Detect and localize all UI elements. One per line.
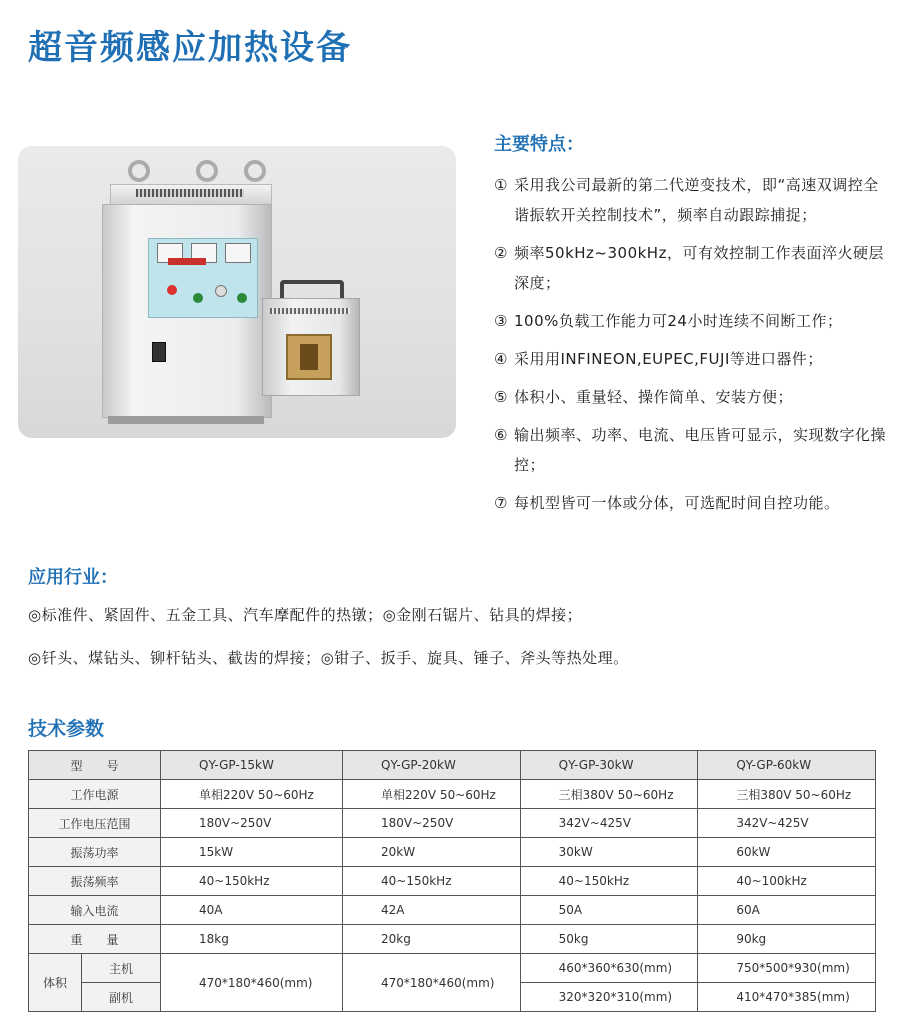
- table-cell: 60kW: [698, 838, 876, 867]
- row-label: 重 量: [29, 925, 161, 954]
- application-line: ◎标准件、紧固件、五金工具、汽车摩配件的热镦；◎金刚石锯片、钻具的焊接；: [28, 606, 583, 624]
- feature-number: ②: [494, 244, 508, 262]
- feature-item: [494, 488, 892, 518]
- row-label: 工作电源: [29, 780, 161, 809]
- meter-icon: [225, 243, 251, 263]
- feature-text: 体积小、重量轻、操作简单、安装方便；: [514, 388, 794, 406]
- product-photo: [18, 146, 456, 438]
- model-cell: QY-GP-60kW: [698, 751, 876, 780]
- table-row: [29, 867, 876, 896]
- feature-text: 每机型皆可一体或分体，可选配时间自控功能。: [514, 494, 840, 512]
- table-cell: 410*470*385(mm): [698, 983, 876, 1012]
- table-row: [29, 838, 876, 867]
- table-cell: 40A: [161, 896, 343, 925]
- row-label: 振荡频率: [29, 867, 161, 896]
- feature-text: 输出频率、功率、电流、电压皆可显示，实现数字化操控；: [514, 426, 887, 474]
- features-title: 主要特点：: [494, 134, 584, 155]
- lifting-ring-icon: [196, 160, 218, 182]
- tech-title: 技术参数: [28, 718, 105, 740]
- feature-item: [494, 382, 892, 412]
- table-cell: 三相380V 50~60Hz: [698, 780, 876, 809]
- table-cell: 50A: [520, 896, 698, 925]
- table-row: [29, 809, 876, 838]
- table-header-row: [29, 751, 876, 780]
- feature-item: [494, 306, 892, 336]
- application-title: 应用行业：: [28, 567, 118, 588]
- feature-number: ③: [494, 312, 508, 330]
- table-row: [29, 925, 876, 954]
- spec-table: [28, 750, 876, 1012]
- volume-label: 体积: [29, 954, 82, 1012]
- table-cell: 单相220V 50~60Hz: [161, 780, 343, 809]
- main-unit-label: 主机: [82, 954, 161, 983]
- header-label: 型 号: [29, 751, 161, 780]
- row-label: 工作电压范围: [29, 809, 161, 838]
- sub-unit-label: 副机: [82, 983, 161, 1012]
- table-cell: 三相380V 50~60Hz: [520, 780, 698, 809]
- table-cell: 342V~425V: [520, 809, 698, 838]
- feature-number: ④: [494, 350, 508, 368]
- red-button-icon: [167, 285, 177, 295]
- feature-item: [494, 238, 892, 298]
- feature-number: ⑤: [494, 388, 508, 406]
- model-cell: QY-GP-20kW: [343, 751, 521, 780]
- table-row: [29, 954, 876, 983]
- cabinet-base: [108, 416, 264, 424]
- feature-item: [494, 344, 892, 374]
- table-cell: 180V~250V: [343, 809, 521, 838]
- feature-text: 100%负载工作能力可24小时连续不间断工作；: [514, 312, 843, 330]
- table-cell: 40~100kHz: [698, 867, 876, 896]
- table-cell: 470*180*460(mm): [343, 954, 521, 1012]
- feature-number: ⑥: [494, 426, 508, 444]
- table-cell: 50kg: [520, 925, 698, 954]
- feature-text: 采用用INFINEON,EUPEC,FUJI等进口器件；: [514, 350, 823, 368]
- green-button-icon: [193, 293, 203, 303]
- green-button-icon: [237, 293, 247, 303]
- table-cell: 40~150kHz: [343, 867, 521, 896]
- feature-list: [494, 170, 892, 526]
- control-panel: [148, 238, 258, 318]
- feature-item: [494, 420, 892, 480]
- table-row: [29, 896, 876, 925]
- table-cell: 60A: [698, 896, 876, 925]
- feature-item: [494, 170, 892, 230]
- table-cell: 18kg: [161, 925, 343, 954]
- table-cell: 20kg: [343, 925, 521, 954]
- sub-unit-vent: [270, 308, 350, 314]
- lifting-ring-icon: [244, 160, 266, 182]
- application-line: ◎钎头、煤钻头、铆杆钻头、截齿的焊接；◎钳子、扳手、旋具、锤子、斧头等热处理。: [28, 649, 629, 667]
- table-row: [29, 780, 876, 809]
- row-label: 振荡功率: [29, 838, 161, 867]
- table-cell: 320*320*310(mm): [520, 983, 698, 1012]
- table-cell: 20kW: [343, 838, 521, 867]
- table-cell: 750*500*930(mm): [698, 954, 876, 983]
- model-cell: QY-GP-15kW: [161, 751, 343, 780]
- power-switch-icon: [152, 342, 166, 362]
- cabinet-vent: [136, 189, 244, 197]
- feature-text: 频率50kHz~300kHz，可有效控制工作表面淬火硬层深度；: [514, 244, 884, 292]
- feature-text: 采用我公司最新的第二代逆变技术，即“高速双调控全谐振软开关控制技术”，频率自动跟踪捕捉；: [514, 176, 879, 224]
- table-cell: 40~150kHz: [161, 867, 343, 896]
- row-label: 输入电流: [29, 896, 161, 925]
- table-cell: 90kg: [698, 925, 876, 954]
- table-cell: 460*360*630(mm): [520, 954, 698, 983]
- lifting-ring-icon: [128, 160, 150, 182]
- table-cell: 470*180*460(mm): [161, 954, 343, 1012]
- table-cell: 单相220V 50~60Hz: [343, 780, 521, 809]
- table-cell: 15kW: [161, 838, 343, 867]
- table-cell: 180V~250V: [161, 809, 343, 838]
- model-cell: QY-GP-30kW: [520, 751, 698, 780]
- dial-knob-icon: [215, 285, 227, 297]
- copper-terminal-icon: [286, 334, 332, 380]
- table-cell: 42A: [343, 896, 521, 925]
- table-cell: 40~150kHz: [520, 867, 698, 896]
- terminal-slot: [300, 344, 318, 370]
- feature-number: ⑦: [494, 494, 508, 512]
- table-cell: 30kW: [520, 838, 698, 867]
- feature-number: ①: [494, 176, 508, 194]
- warning-plate: [168, 258, 206, 265]
- table-cell: 342V~425V: [698, 809, 876, 838]
- page-title: 超音频感应加热设备: [28, 28, 352, 68]
